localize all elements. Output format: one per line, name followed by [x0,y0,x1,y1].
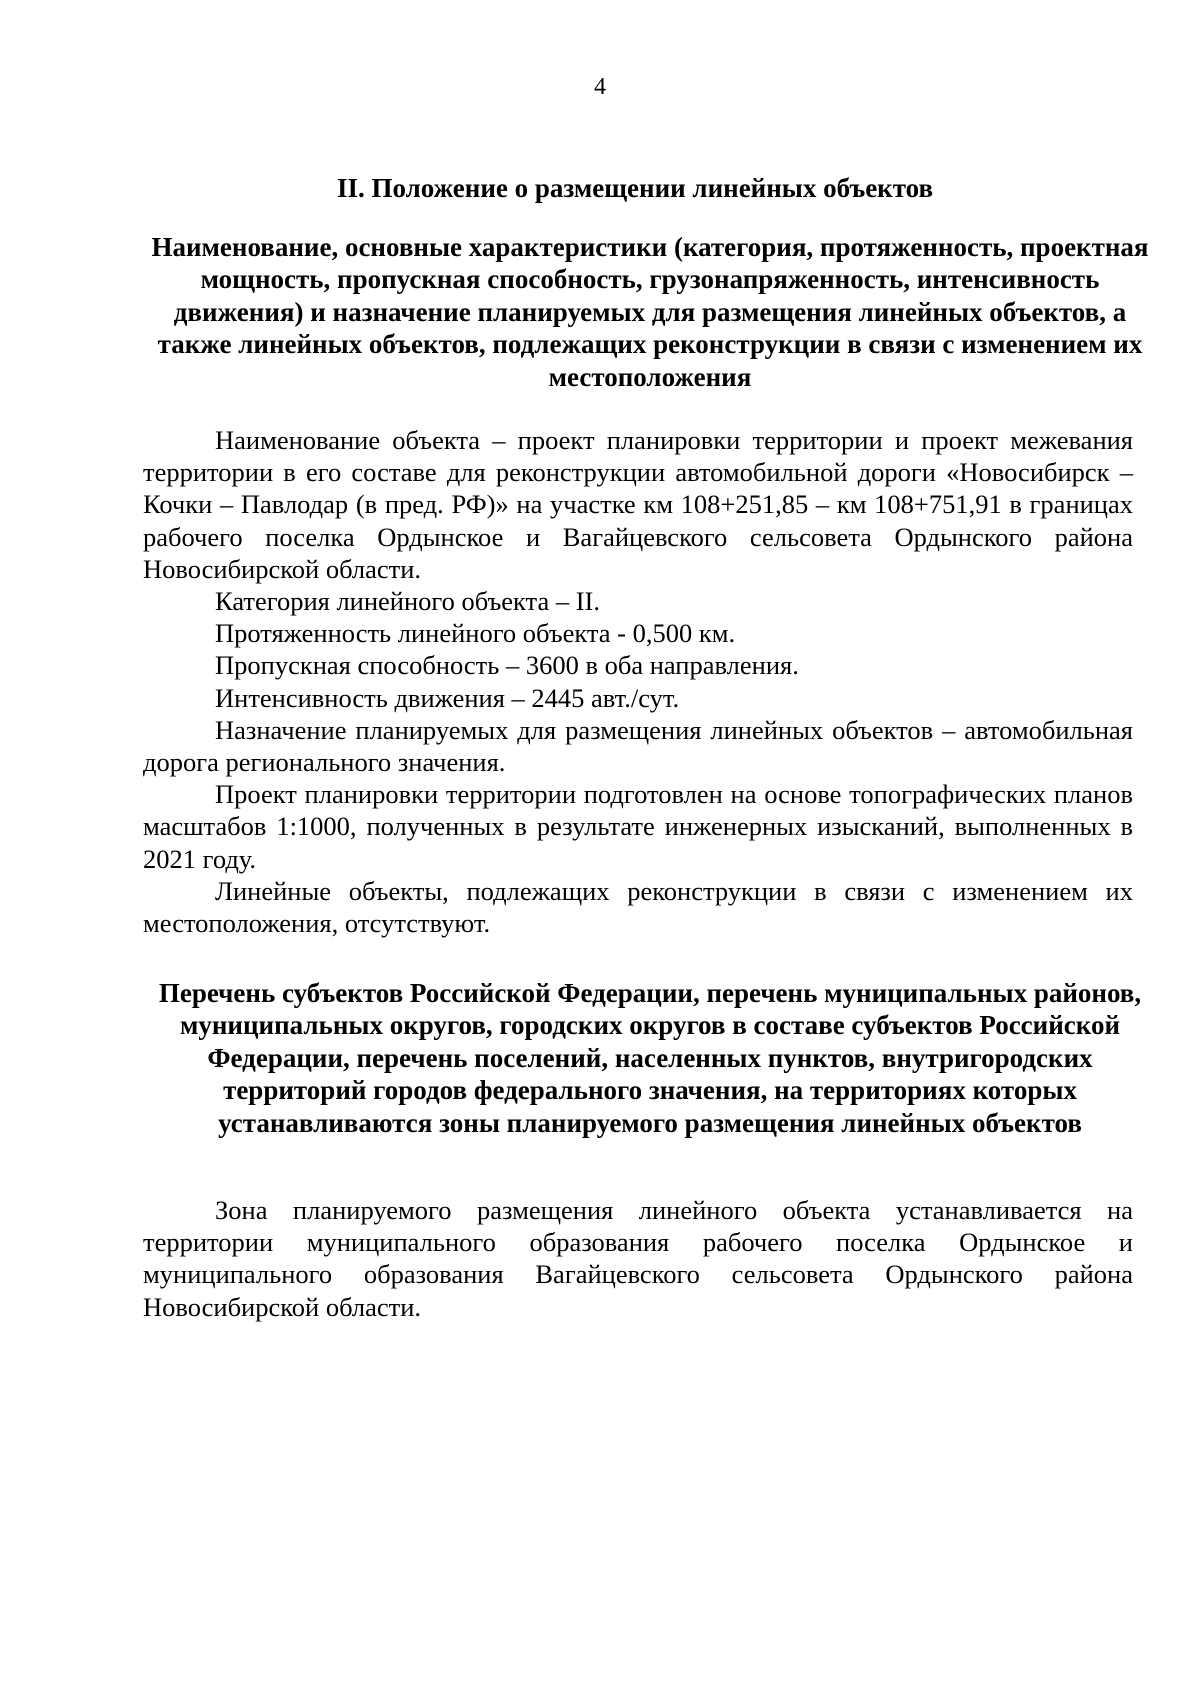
subheading-territories: Перечень субъектов Российской Федерации, перечень муниципальных районов, муниципальных округов, городских округов в составе субъектов Российской Федерации, перечень поселений, населенных пунктов, внутригородских территорий городов федерального значения, на территориях которых устанавливаются зоны планируемого размещения линейных объектов [158,978,1142,1138]
paragraph-placement-zone: Зона планируемого размещения линейного объекта устанавливается на территории муниципального образования рабочего поселка Ордынское и муниципального образования Вагайцевского сельсовета Ордынского района Новосибирской области. [143,1195,1133,1322]
paragraph-topographic-basis: Проект планировки территории подготовлен на основе топографических планов масштабов 1:1000, полученных в результате инженерных изысканий, выполненных в 2021 году. [143,779,1133,874]
paragraph-purpose: Назначение планируемых для размещения линейных объектов – автомобильная дорога регионального значения. [143,714,1133,778]
paragraph-object-name: Наименование объекта – проект планировки территории и проект межевания территории в его составе для реконструкции автомобильной дороги «Новосибирск – Кочки – Павлодар (в пред. РФ)» на участке км 108+251,85 – км 108+751,91 в границах рабочего поселка Ордынское и Вагайцевского сельсовета Ордынского района Новосибирской области. [143,425,1133,584]
section-title: II. Положение о размещении линейных объектов [336,173,934,203]
page-number: 4 [594,74,606,100]
characteristics-body [143,424,1133,939]
subheading-characteristics: Наименование, основные характеристики (категория, протяженность, проектная мощность, пропускная способность, грузонапряженность, интенсивность движения) и назначение планируемых для размещения линейных объектов, а также линейных объектов, подлежащих реконструкции в связи с изменением их местоположения [151,232,1149,392]
paragraph-traffic-intensity: Интенсивность движения – 2445 авт./сут. [215,682,680,713]
territories-body [143,1194,1133,1323]
paragraph-capacity: Пропускная способность – 3600 в оба направления. [215,650,799,681]
paragraph-reconstruction-objects: Линейные объекты, подлежащих реконструкции в связи с изменением их местоположения, отсутствуют. [143,875,1133,939]
paragraph-length: Протяженность линейного объекта - 0,500 км. [215,618,736,649]
paragraph-category: Категория линейного объекта – II. [215,586,601,617]
